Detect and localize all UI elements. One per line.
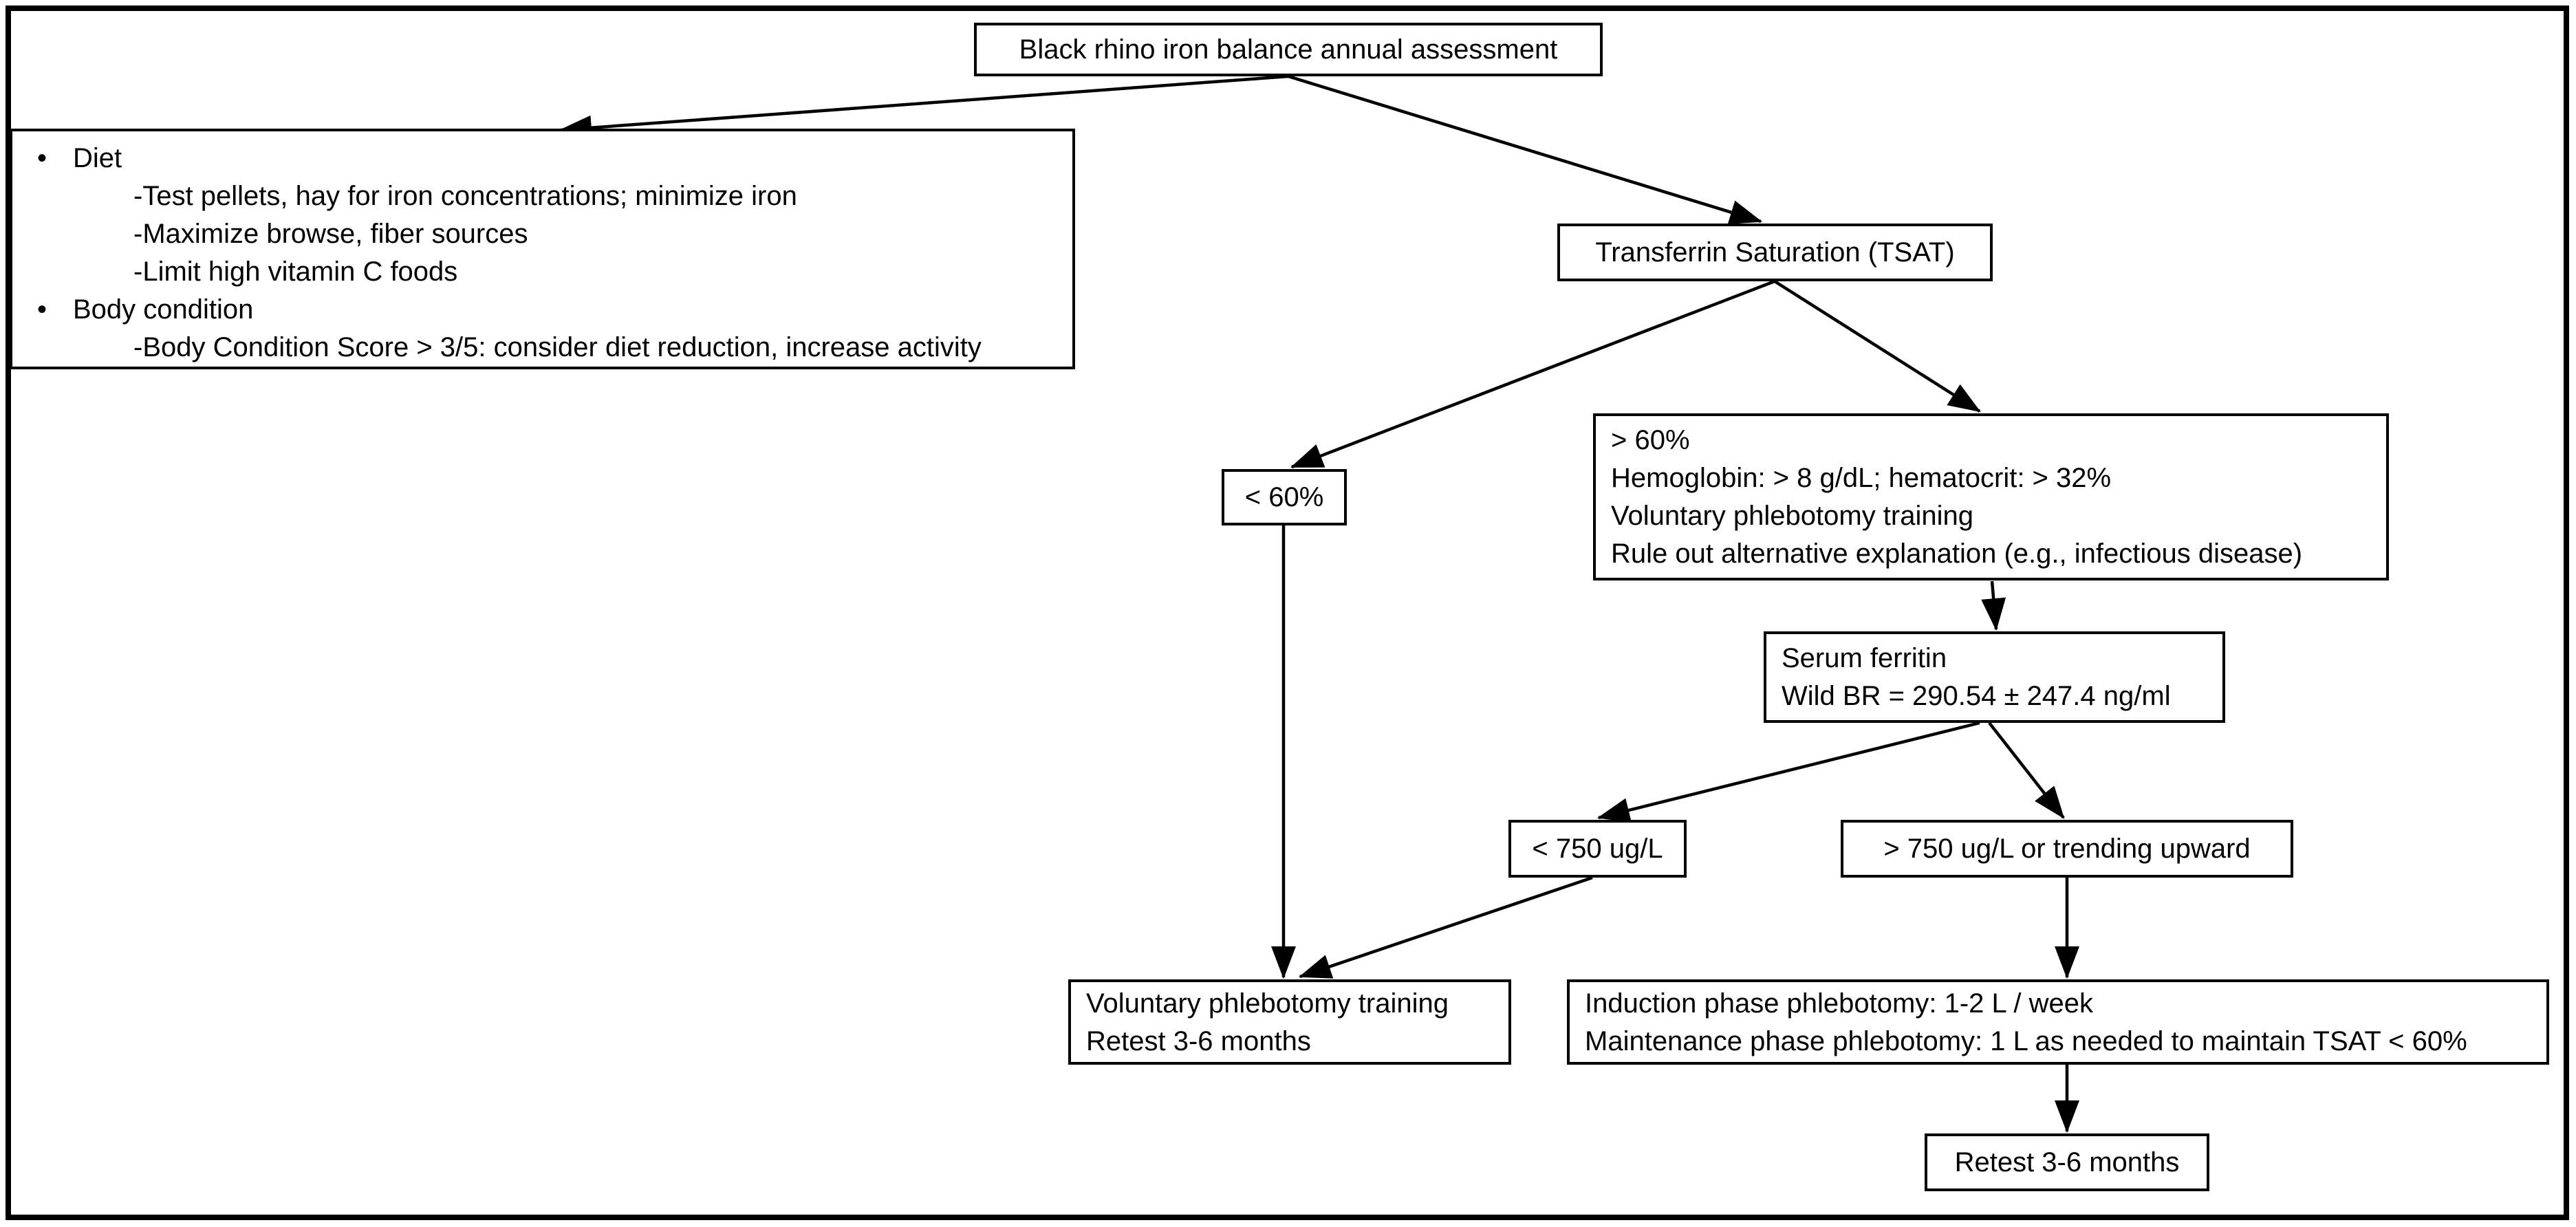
arrow-ferritin-low-to-training xyxy=(1300,878,1592,977)
node-ferritin xyxy=(1764,631,2225,723)
arrow-title-to-tsat xyxy=(1288,76,1761,221)
node-tsat-high-line: Hemoglobin: > 8 g/dL; hematocrit: > 32% xyxy=(1611,463,2112,493)
arrow-ferritin-to-ferritin-high xyxy=(1989,723,2064,818)
node-tsat-high-line: Voluntary phlebotomy training xyxy=(1611,501,1973,531)
node-ferritin-low xyxy=(1508,820,1687,878)
node-phlebotomy-training xyxy=(1068,979,1511,1065)
list-item xyxy=(12,140,1072,177)
node-phlebotomy-protocol-line: Maintenance phase phlebotomy: 1 L as needed to maintain TSAT < 60% xyxy=(1585,1026,2467,1056)
node-phlebotomy-protocol-line: Induction phase phlebotomy: 1-2 L / week xyxy=(1585,988,2093,1019)
node-phlebotomy-training-line: Voluntary phlebotomy training xyxy=(1086,988,1449,1019)
node-ferritin-low-label: < 750 ug/L xyxy=(1532,833,1663,864)
node-title xyxy=(974,23,1603,76)
bullet-glyph: • xyxy=(37,143,47,173)
node-tsat-low-label: < 60% xyxy=(1244,481,1324,512)
node-management xyxy=(10,129,1075,369)
node-tsat-label: Transferrin Saturation (TSAT) xyxy=(1595,237,1955,268)
arrow-tsat-high-to-ferritin xyxy=(1992,581,1996,629)
node-tsat xyxy=(1557,224,1993,281)
list-subitem-text: -Limit high vitamin C foods xyxy=(133,257,458,287)
node-title-label: Black rhino iron balance annual assessment xyxy=(1019,34,1558,65)
arrow-tsat-to-tsat-high xyxy=(1775,281,1980,411)
node-ferritin-high xyxy=(1841,820,2293,878)
list-subitem-text: -Test pellets, hay for iron concentrations; minimize iron xyxy=(133,181,797,211)
list-item-text: Body condition xyxy=(73,294,254,325)
list-item-text: Diet xyxy=(73,143,122,173)
node-tsat-low xyxy=(1222,469,1347,525)
node-tsat-high-line: Rule out alternative explanation (e.g., infectious disease) xyxy=(1611,539,2303,569)
node-ferritin-high-label: > 750 ug/L or trending upward xyxy=(1883,833,2251,864)
node-retest-label: Retest 3-6 months xyxy=(1954,1147,2180,1177)
arrow-ferritin-to-ferritin-low xyxy=(1599,723,1980,818)
list-subitem-text: -Body Condition Score > 3/5: consider diet reduction, increase activity xyxy=(133,332,982,362)
node-ferritin-line: Serum ferritin xyxy=(1782,643,1947,673)
bullet-glyph: • xyxy=(37,294,47,325)
arrow-title-to-management xyxy=(561,76,1288,130)
node-phlebotomy-training-line: Retest 3-6 months xyxy=(1086,1026,1311,1056)
node-tsat-high xyxy=(1593,413,2389,580)
node-phlebotomy-protocol xyxy=(1567,979,2549,1065)
list-subitem-text: -Maximize browse, fiber sources xyxy=(133,219,528,249)
node-retest xyxy=(1925,1133,2209,1191)
list-item xyxy=(12,291,1072,329)
node-tsat-high-line: > 60% xyxy=(1611,425,1690,455)
node-ferritin-line: Wild BR = 290.54 ± 247.4 ng/ml xyxy=(1782,681,2171,711)
